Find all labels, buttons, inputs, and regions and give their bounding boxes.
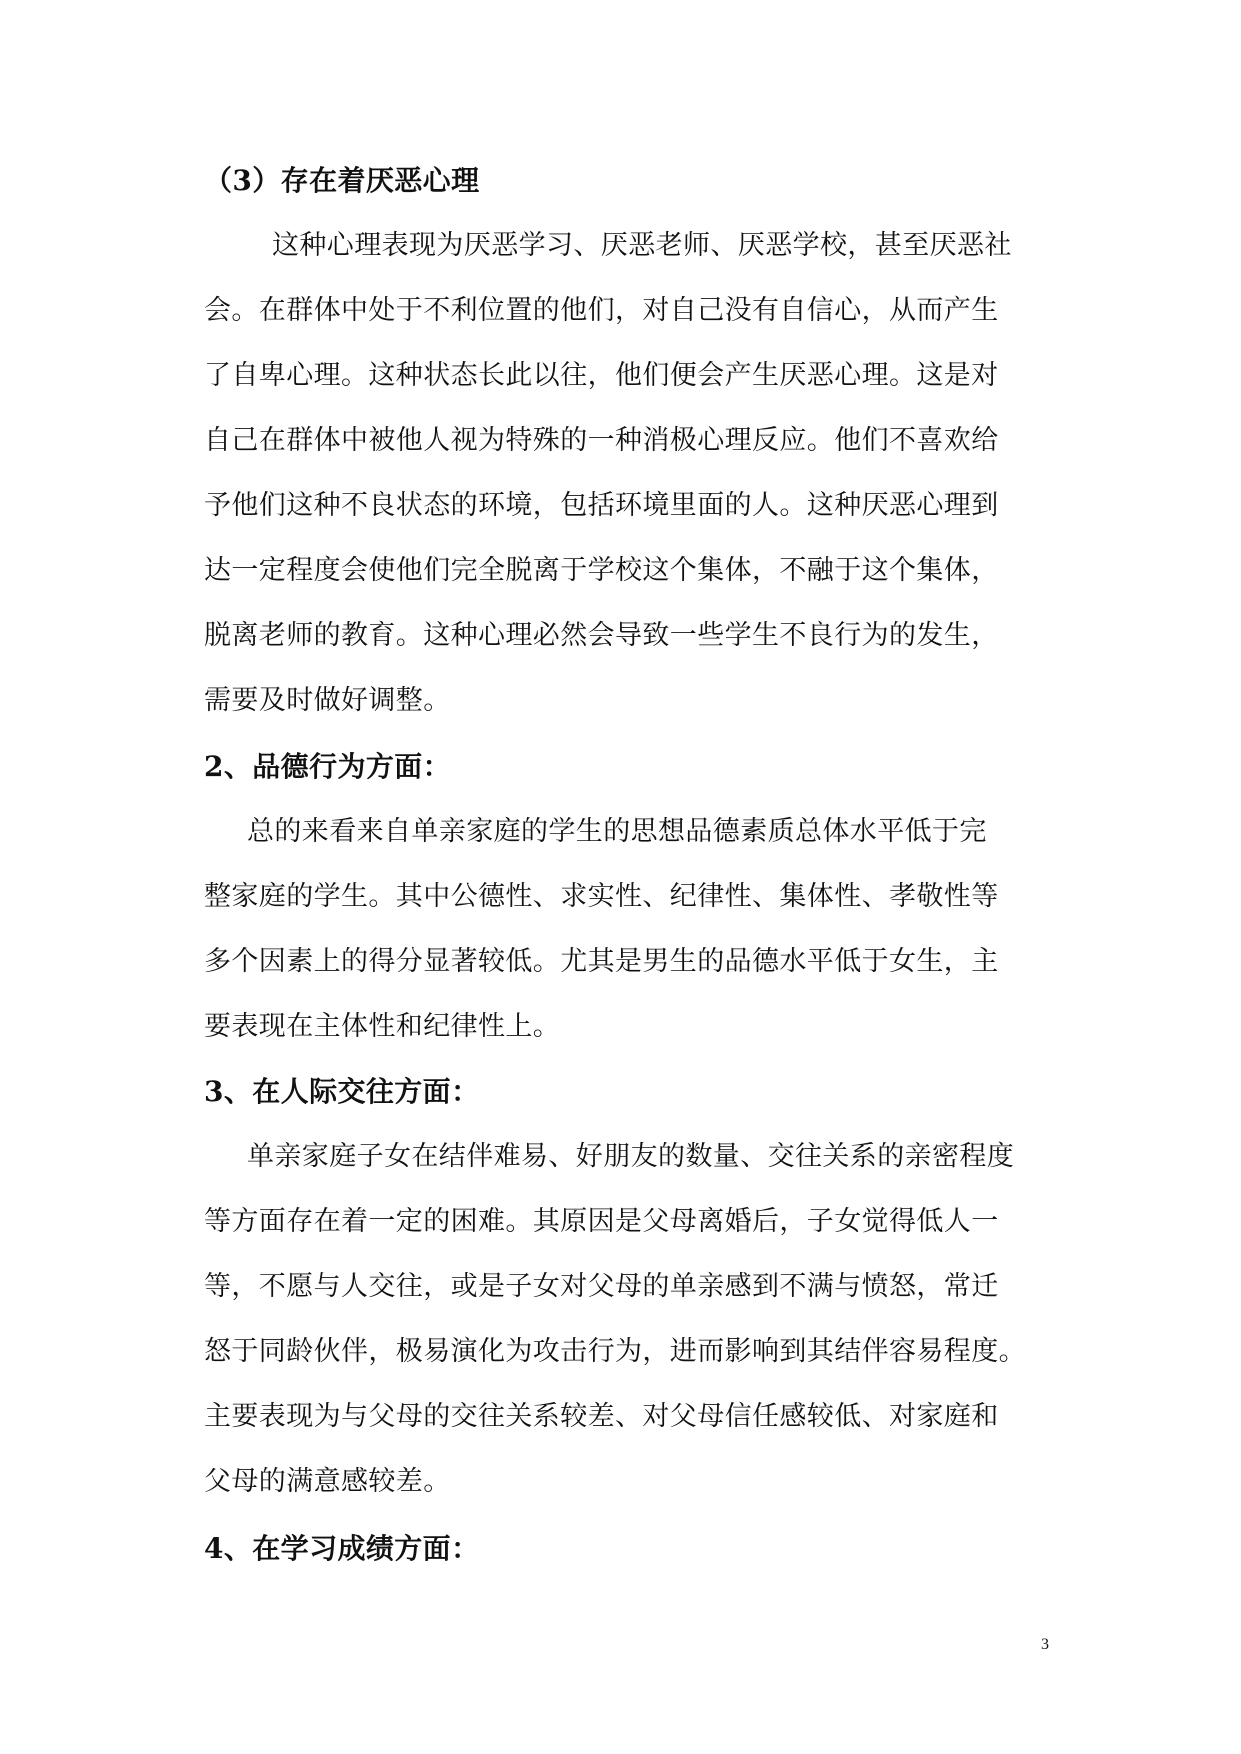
paragraph-line: 父母的满意感较差。 — [204, 1466, 451, 1497]
paragraph-line: 需要及时做好调整。 — [204, 685, 451, 716]
paragraph-line: 要表现在主体性和纪律性上。 — [204, 1011, 561, 1042]
paragraph-line: 多个因素上的得分显著较低。尤其是男生的品德水平低于女生，主 — [204, 946, 999, 977]
paragraph-line: 这种心理表现为厌恶学习、厌恶老师、厌恶学校，甚至厌恶社 — [272, 230, 1012, 261]
paragraph-line: 会。在群体中处于不利位置的他们，对自己没有自信心，从而产生 — [204, 295, 999, 326]
paragraph-line: 达一定程度会使他们完全脱离于学校这个集体，不融于这个集体， — [204, 555, 999, 586]
paragraph-line: 等方面存在着一定的困难。其原因是父母离婚后，子女觉得低人一 — [204, 1206, 999, 1237]
paragraph-line: 自己在群体中被他人视为特殊的一种消极心理反应。他们不喜欢给 — [204, 425, 999, 456]
paragraph-line: 单亲家庭子女在结伴难易、好朋友的数量、交往关系的亲密程度 — [247, 1141, 1015, 1172]
paragraph-line: 脱离老师的教育。这种心理必然会导致一些学生不良行为的发生， — [204, 620, 999, 651]
paragraph-line: 总的来看来自单亲家庭的学生的思想品德素质总体水平低于完 — [247, 816, 987, 847]
paragraph-line: 整家庭的学生。其中公德性、求实性、纪律性、集体性、孝敬性等 — [204, 881, 999, 912]
paragraph-line: 予他们这种不良状态的环境，包括环境里面的人。这种厌恶心理到 — [204, 490, 999, 521]
section-heading-2: 2、品德行为方面： — [204, 750, 452, 783]
paragraph-line: 了自卑心理。这种状态长此以往，他们便会产生厌恶心理。这是对 — [204, 360, 999, 391]
paragraph-line: 主要表现为与父母的交往关系较差、对父母信任感较低、对家庭和 — [204, 1401, 999, 1432]
section-heading-3: 3、在人际交往方面： — [204, 1075, 480, 1108]
section-heading-1: （3）存在着厌恶心理 — [204, 164, 480, 197]
page-number: 3 — [1041, 1636, 1049, 1653]
paragraph-line: 怒于同龄伙伴，极易演化为攻击行为，进而影响到其结伴容易程度。 — [204, 1336, 1026, 1367]
paragraph-line: 等，不愿与人交往，或是子女对父母的单亲感到不满与愤怒，常迁 — [204, 1271, 999, 1302]
section-heading-4: 4、在学习成绩方面： — [204, 1532, 480, 1565]
